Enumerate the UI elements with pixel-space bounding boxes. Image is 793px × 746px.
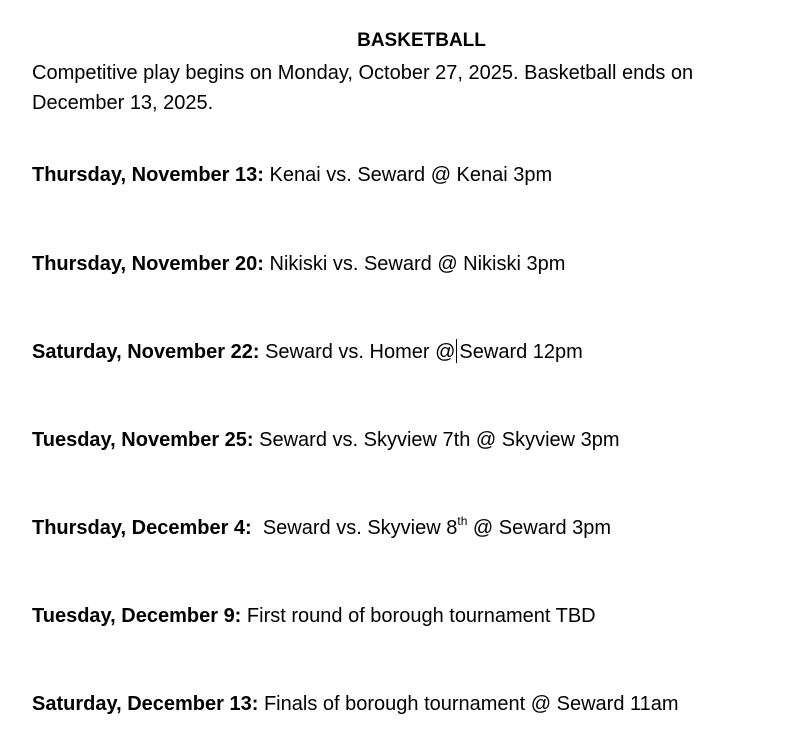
schedule-details-after: Seward 12pm [459, 341, 583, 363]
schedule-details: Nikiski vs. Seward @ Nikiski 3pm [269, 253, 566, 275]
schedule-details: First round of borough tournament TBD [246, 605, 596, 627]
schedule-date: Saturday, December 13: [32, 693, 259, 715]
schedule-details-before: Seward vs. Homer @ [265, 341, 456, 363]
schedule-details-before: Seward vs. Skyview 8 [262, 517, 458, 539]
schedule-item [32, 426, 620, 454]
document-title: BASKETBALL [357, 30, 486, 51]
intro-line-2: December 13, 2025. [32, 92, 214, 114]
schedule-date: Saturday, November 22: [32, 341, 260, 363]
schedule-date: Thursday, December 4: [32, 517, 252, 539]
schedule-details: Finals of borough tournament @ Seward 11am [263, 693, 679, 715]
schedule-details-after: @ Seward 3pm [467, 517, 612, 539]
schedule-details: Kenai vs. Seward @ Kenai 3pm [269, 164, 553, 186]
intro-paragraph [32, 58, 772, 118]
schedule-item [32, 690, 679, 718]
intro-line-1: Competitive play begins on Monday, October 27, 2025. Basketball ends on [32, 62, 694, 84]
schedule-item [32, 602, 596, 630]
schedule-item [32, 338, 583, 366]
schedule-date: Tuesday, November 25: [32, 429, 254, 451]
schedule-date: Thursday, November 13: [32, 164, 264, 186]
ordinal-suffix: th [457, 514, 468, 528]
schedule-date: Tuesday, December 9: [32, 605, 242, 627]
schedule-item [32, 514, 611, 542]
schedule-item [32, 250, 565, 278]
schedule-details: Seward vs. Skyview 7th @ Skyview 3pm [259, 429, 620, 451]
schedule-item [32, 161, 552, 189]
text-cursor [456, 339, 457, 363]
schedule-date: Thursday, November 20: [32, 253, 264, 275]
